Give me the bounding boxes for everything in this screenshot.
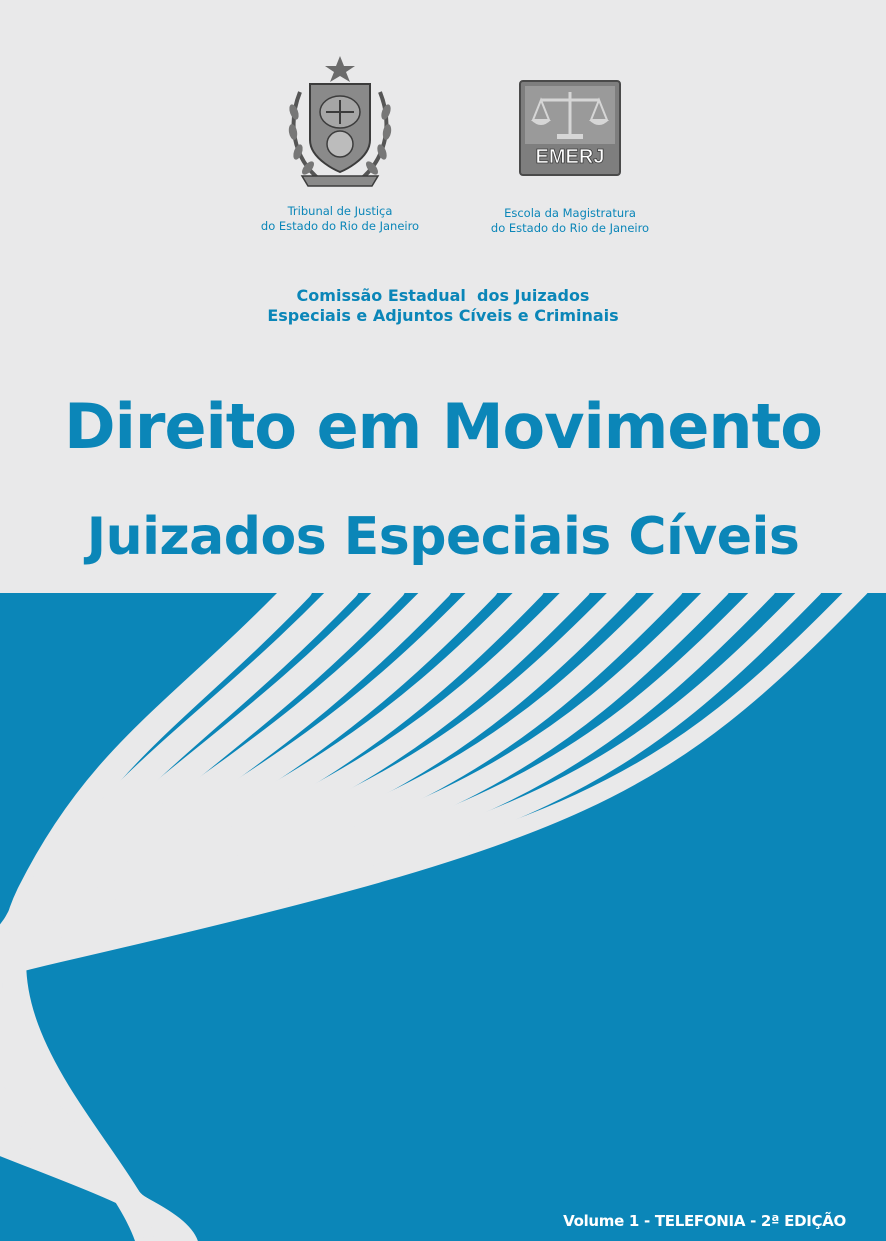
emerj-caption-line1: Escola da Magistratura xyxy=(504,206,636,220)
edition-label: Volume 1 - TELEFONIA - 2ª EDIÇÃO xyxy=(563,1212,846,1230)
emerj-caption-line2: do Estado do Rio de Janeiro xyxy=(490,221,650,235)
commission-line2: Especiais e Adjuntos Cíveis e Criminais xyxy=(267,306,619,325)
tj-logo xyxy=(240,52,440,234)
book-title: Direito em Movimento xyxy=(64,390,822,463)
commission-line1: Comissão Estadual dos Juizados xyxy=(296,286,590,305)
emerj-caption xyxy=(470,206,670,236)
emerj-logo xyxy=(470,80,670,236)
commission-heading xyxy=(0,286,886,326)
tj-caption xyxy=(240,204,440,234)
wave-stripes-artwork xyxy=(0,593,886,1241)
tj-caption-line2: do Estado do Rio de Janeiro xyxy=(260,219,420,233)
tj-caption-line1: Tribunal de Justiça xyxy=(287,204,393,218)
emerj-wordmark: EMERJ xyxy=(535,146,605,168)
book-subtitle: Juizados Especiais Cíveis xyxy=(86,507,800,567)
coat-of-arms-icon xyxy=(280,52,400,192)
scales-of-justice-icon xyxy=(519,80,621,176)
